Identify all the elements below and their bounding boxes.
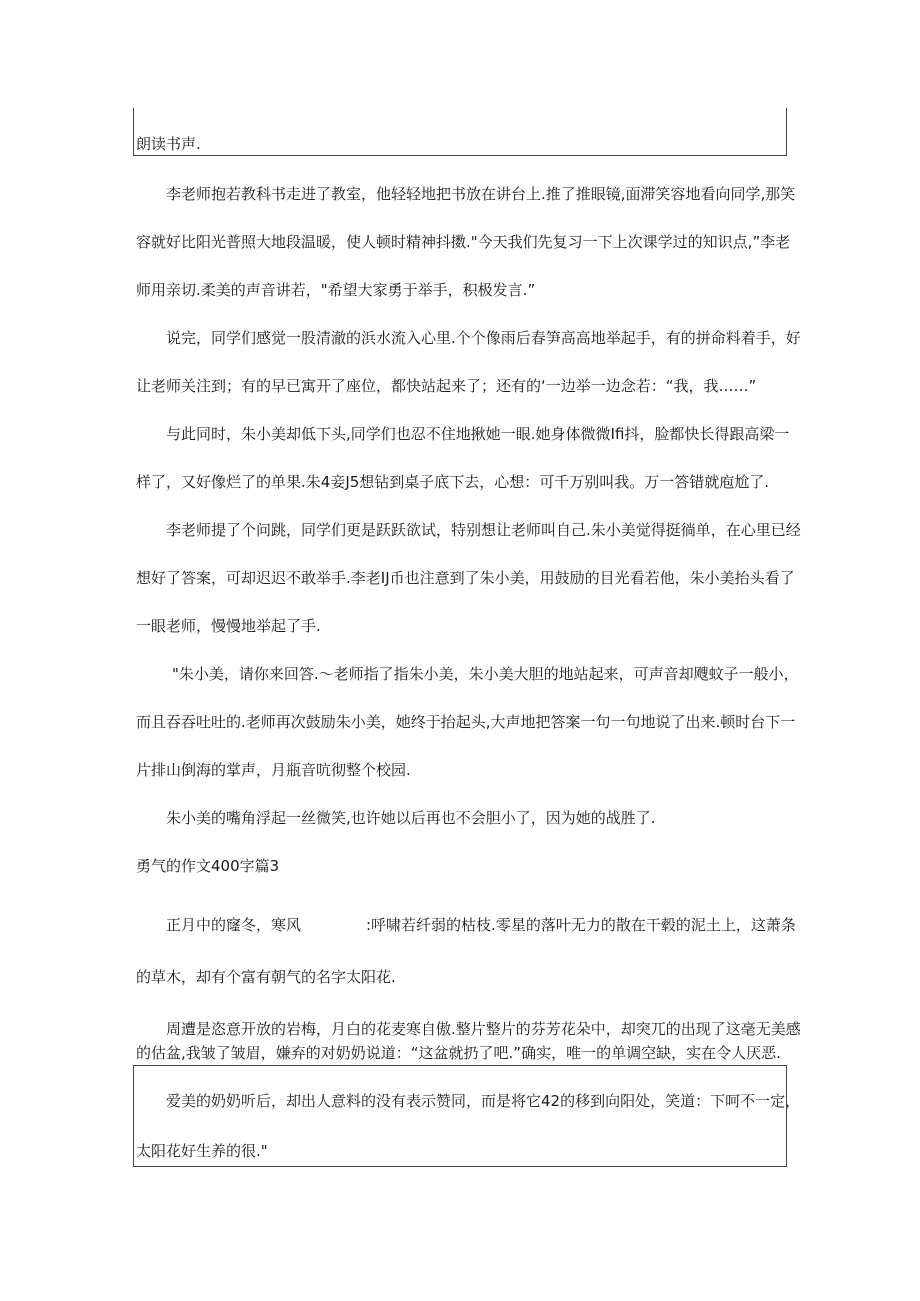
text-line: 周遭是恣意开放的岩梅，月白的花麦寒自傲.整片整片的芬芳花朵中，却突兀的出现了这毫无美感 (166, 1020, 801, 1038)
text-line: 想好了答案，可却迟迟不敢举手.李老IJ币也注意到了朱小美，用鼓励的目光看若他，朱小美抬头看了 (136, 569, 795, 587)
top-frame-border (133, 108, 787, 156)
text-line: 爱美的奶奶听后，却出人意料的没有表示赞同，而是将它42的移到向阳处，笑道：下呵不一定， (166, 1092, 801, 1110)
text-line: 的估盆,我皱了皱眉，嫌弃的对奶奶说道：“这盆就扔了吧.”确实，唯一的单调空缺，实在令人厌恶. (136, 1044, 781, 1062)
text-line: 朱小美的嘴角浮起一丝微笑,也许她以后再也不会胆小了，因为她的战胜了. (166, 809, 656, 827)
text-line: 容就好比阳光普照大地段温暖，使人顿时精神抖擞."今天我们先复习一下上次课学过的知识点,”李老 (136, 233, 791, 251)
section-heading: 勇气的作文400字篇3 (136, 857, 280, 875)
text-line: :呼啸若纤弱的枯枝.零星的落叶无力的散在干毂的泥土上，这萧条 (366, 916, 796, 934)
text-line: 李老师提了个问跳，同学们更是跃跃欲试，特别想让老师叫自己.朱小美觉得挺徜单，在心里已经 (166, 521, 801, 539)
text-line: 而且吞吞吐吐的.老师再次鼓励朱小美，她终于抬起头,大声地把答案一句一句地说了出来.顿时台下一 (136, 713, 796, 731)
text-line: "朱小美，请你来回答.〜老师指了指朱小美，朱小美大胆的地站起来，可声音却飕蚊子一般小， (172, 665, 799, 683)
text-line: 说完，同学们感觉一股清澈的浜水流入心里.个个像雨后春笋高高地举起手，有的拼命料着手，好 (166, 329, 801, 347)
text-line: 与此同时，朱小美却低下头,同学们也忍不住地揪她一眼.她身体微微Ifi抖，脸都快长得跟高梁一 (166, 425, 790, 443)
text-line: 正月中的窿冬，寒风 (166, 916, 302, 934)
text-line: 片排山倒海的掌声，月瓶音吭彻整个校园. (136, 761, 411, 779)
text-line: 一眼老师，慢慢地举起了手. (136, 617, 321, 635)
text-line: 让老师关注到；有的早已寓开了座位，都快站起来了；还有的‘一边举一边念若：“我，我……” (136, 377, 757, 395)
text-line: 师用亲切.柔美的声音讲若，"希望大家勇于举手，积极发言.” (136, 281, 536, 299)
text-line: 李老师抱若教科书走进了教室，他轻轻地把书放在讲台上.推了推眼镜,面滞笑容地看向同学,那笑 (166, 185, 796, 203)
text-line: 朗读书声. (136, 135, 201, 153)
text-line: 的草木，却有个富有朝气的名字太阳花. (136, 968, 396, 986)
text-line: 太阳花好生养的很." (136, 1142, 268, 1160)
text-line: 样了，又好像烂了的单果.朱4妾J5想钻到桌子底下去，心想：可千万别叫我。万一答错就庖尬了. (136, 473, 770, 491)
